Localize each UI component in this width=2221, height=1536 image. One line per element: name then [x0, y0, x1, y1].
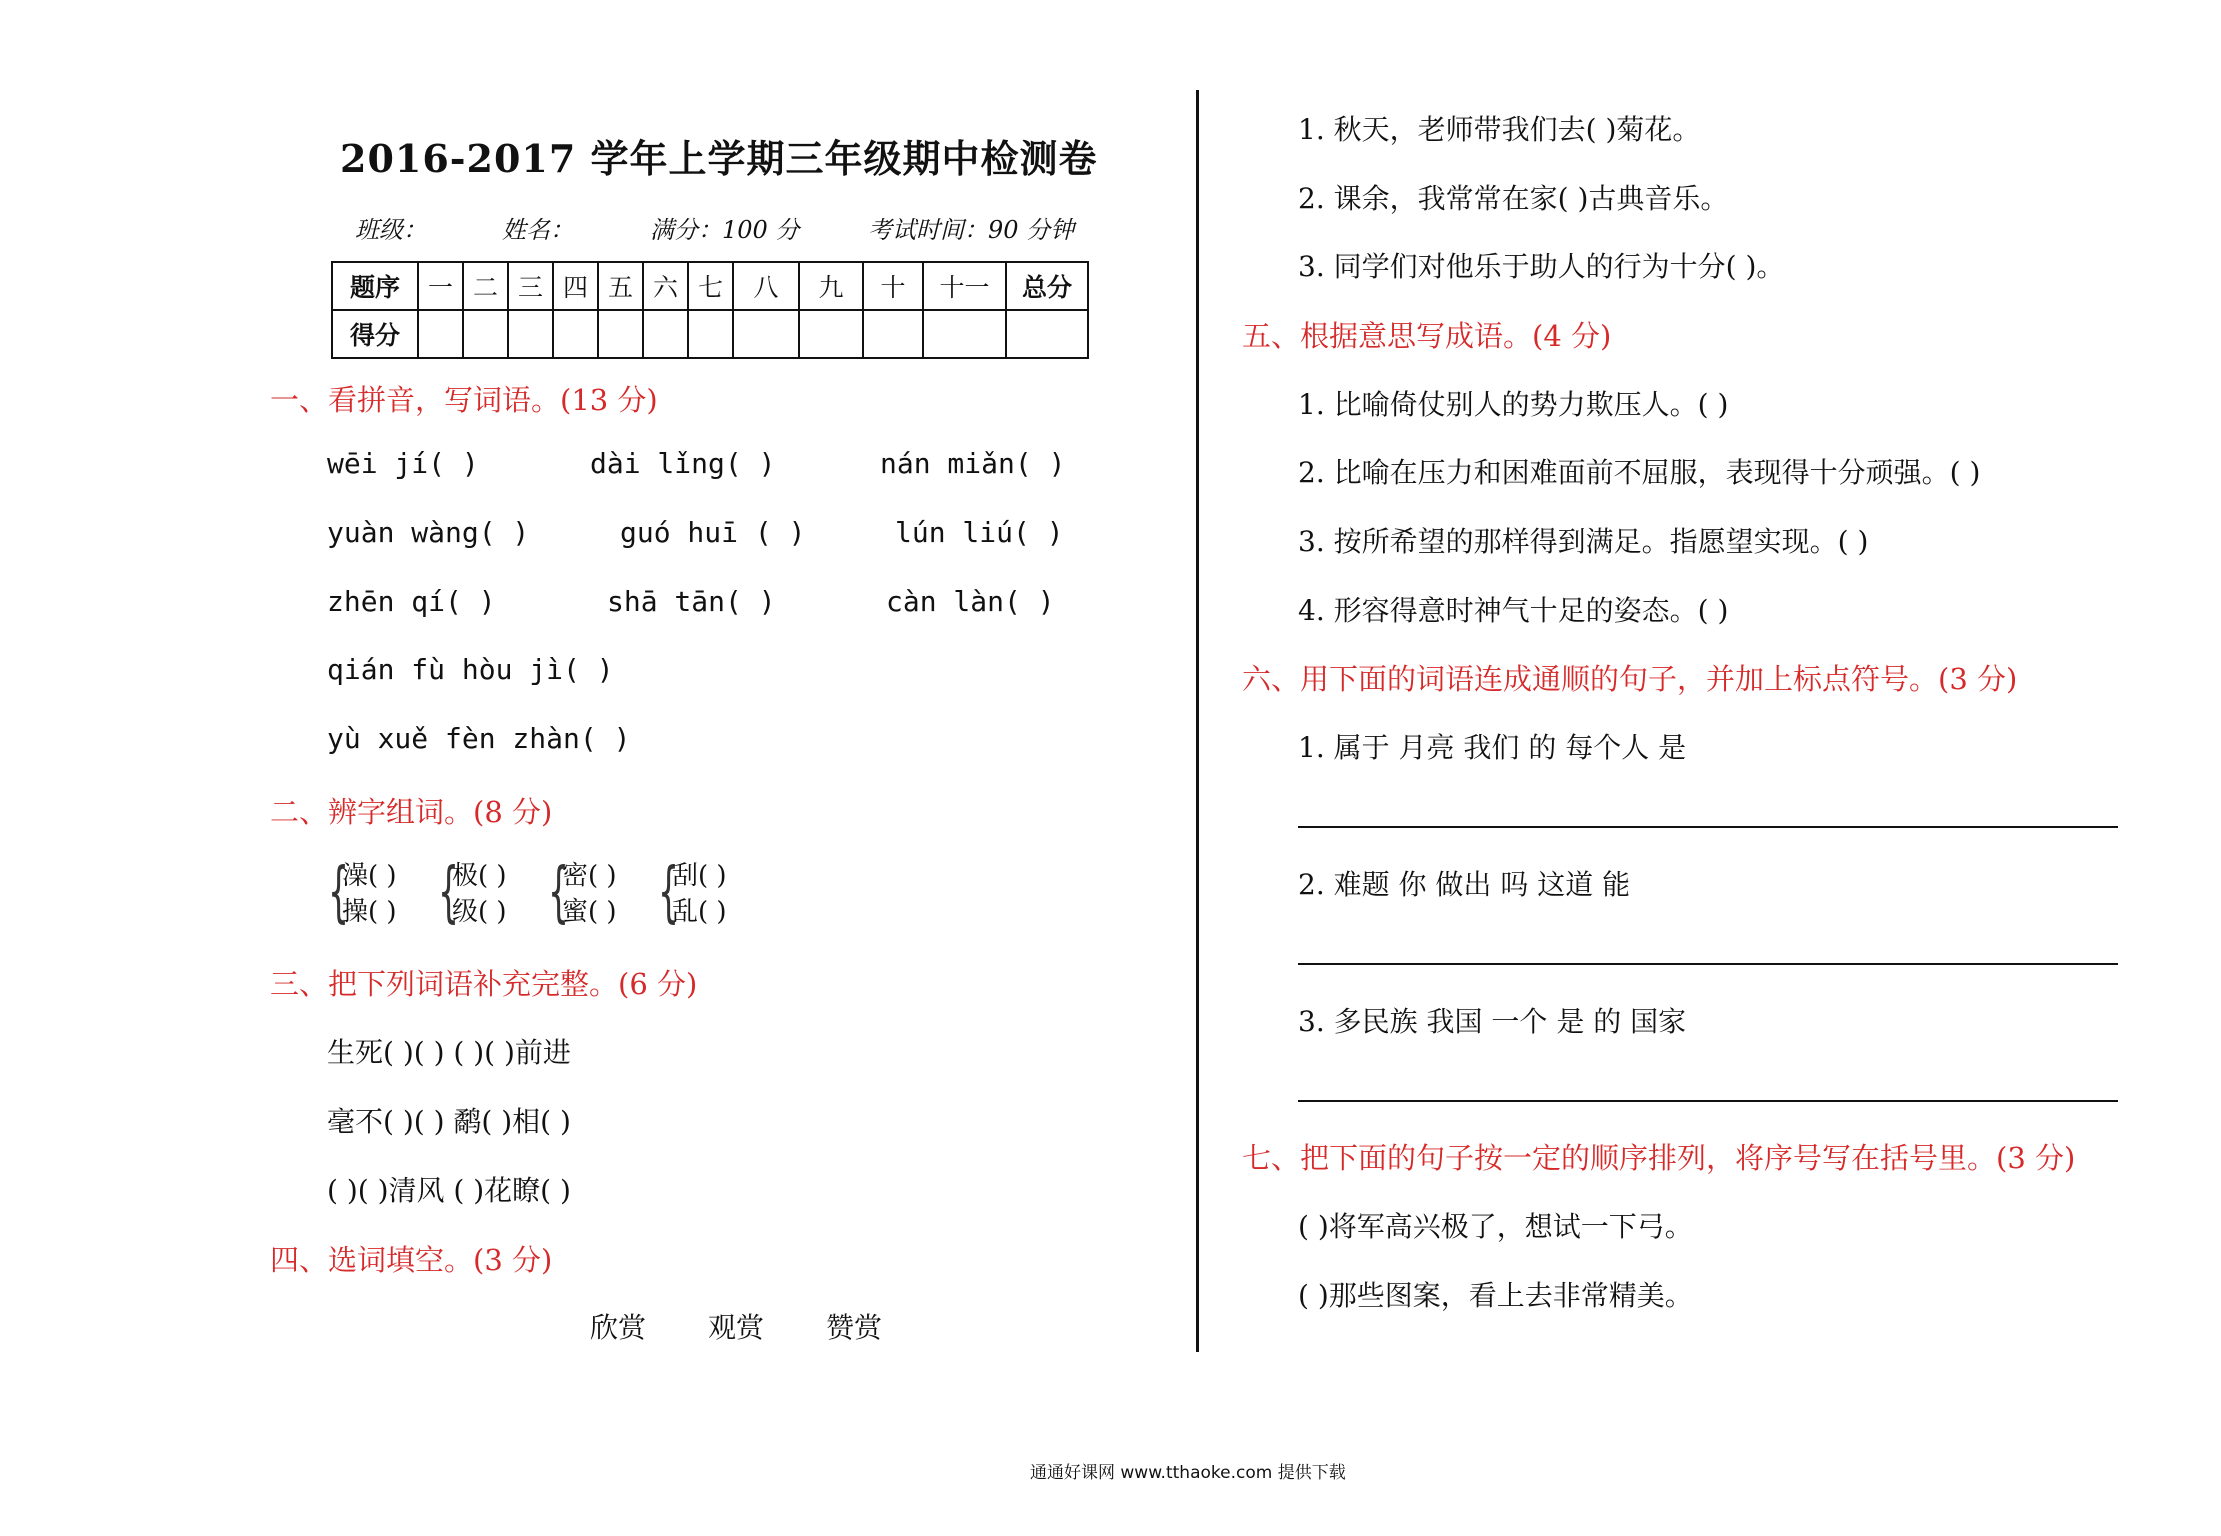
pinyin-item: càn làn( ) [886, 585, 1055, 618]
pinyin-item: yù xuě fèn zhàn( ) [327, 722, 631, 755]
brace-icon: { [328, 853, 349, 930]
brace-icon: { [548, 853, 569, 930]
answer-line[interactable] [1298, 826, 2118, 828]
score-col-11: 十一 [923, 262, 1006, 310]
section-3-heading: 三、把下列词语补充完整。(6 分) [270, 967, 698, 1001]
fill-question-2: 2. 课余，我常常在家( )古典音乐。 [1298, 182, 1729, 215]
brace-icon: { [658, 853, 679, 930]
score-col-2: 二 [463, 262, 508, 310]
score-cell[interactable] [799, 310, 863, 358]
pinyin-item: wēi jí( ) [327, 447, 479, 480]
score-cell[interactable] [863, 310, 923, 358]
score-table-header-row [332, 262, 1088, 310]
answer-line[interactable] [1298, 1100, 2118, 1102]
section-2-heading: 二、辨字组词。(8 分) [270, 795, 553, 829]
pinyin-item: guó huī ( ) [620, 516, 806, 549]
pinyin-item: qián fù hòu jì( ) [327, 653, 614, 686]
pinyin-item: nán miǎn( ) [880, 447, 1066, 480]
score-cell[interactable] [688, 310, 733, 358]
section-5-heading: 五、根据意思写成语。(4 分) [1242, 319, 1612, 353]
choice-word-1: 欣赏 [590, 1311, 647, 1344]
column-divider [1196, 90, 1199, 1352]
score-col-8: 八 [733, 262, 799, 310]
sentence-question-2: 2. 难题 你 做出 吗 这道 能 [1298, 868, 1631, 901]
answer-line[interactable] [1298, 963, 2118, 965]
full-score: 满分：100 分 [650, 216, 800, 244]
section-1-heading: 一、看拼音，写词语。(13 分) [270, 383, 658, 417]
score-table-row2-label: 得分 [332, 310, 418, 358]
score-table [331, 261, 1089, 359]
score-col-10: 十 [863, 262, 923, 310]
idiom-question-1: 1. 比喻倚仗别人的势力欺压人。( ) [1298, 388, 1729, 421]
complete-line-1: 生死( )( ) ( )( )前进 [327, 1036, 571, 1069]
footer-source: 通通好课网 www.tthaoke.com 提供下载 [1030, 1463, 1346, 1483]
order-item-1: ( )将军高兴极了，想试一下弓。 [1298, 1210, 1693, 1243]
pinyin-item: dài lǐng( ) [590, 447, 776, 480]
bianzi-word: 密( ) [562, 861, 617, 891]
section-7-heading: 七、把下面的句子按一定的顺序排列，将序号写在括号里。(3 分) [1242, 1141, 2076, 1175]
bianzi-word: 蜜( ) [562, 897, 617, 927]
score-col-4: 四 [553, 262, 598, 310]
pinyin-item: yuàn wàng( ) [327, 516, 530, 549]
idiom-question-2: 2. 比喻在压力和困难面前不屈服，表现得十分顽强。( ) [1298, 456, 1981, 489]
complete-line-2: 毫不( )( ) 鹬( )相( ) [327, 1105, 571, 1138]
page-title: 2016-2017 学年上学期三年级期中检测卷 [340, 136, 1098, 181]
sentence-question-1: 1. 属于 月亮 我们 的 每个人 是 [1298, 731, 1687, 764]
score-col-5: 五 [598, 262, 643, 310]
score-col-7: 七 [688, 262, 733, 310]
exam-time: 考试时间：90 分钟 [868, 216, 1075, 244]
bianzi-word: 乱( ) [672, 897, 727, 927]
score-cell[interactable] [923, 310, 1006, 358]
name-label: 姓名： [502, 216, 574, 244]
section-6-heading: 六、用下面的词语连成通顺的句子，并加上标点符号。(3 分) [1242, 662, 2018, 696]
idiom-question-3: 3. 按所希望的那样得到满足。指愿望实现。( ) [1298, 525, 1869, 558]
score-cell[interactable] [733, 310, 799, 358]
fill-question-1: 1. 秋天，老师带我们去( )菊花。 [1298, 113, 1701, 146]
score-col-1: 一 [418, 262, 463, 310]
order-item-2: ( )那些图案，看上去非常精美。 [1298, 1279, 1693, 1312]
pinyin-item: lún liú( ) [895, 516, 1064, 549]
score-cell[interactable] [418, 310, 463, 358]
idiom-question-4: 4. 形容得意时神气十足的姿态。( ) [1298, 594, 1729, 627]
score-col-6: 六 [643, 262, 688, 310]
score-col-3: 三 [508, 262, 553, 310]
score-cell[interactable] [598, 310, 643, 358]
bianzi-word: 极( ) [452, 861, 507, 891]
score-cell[interactable] [1006, 310, 1088, 358]
score-col-total: 总分 [1006, 262, 1088, 310]
fill-question-3: 3. 同学们对他乐于助人的行为十分( )。 [1298, 250, 1785, 283]
choice-word-2: 观赏 [708, 1311, 765, 1344]
bianzi-word: 操( ) [342, 897, 397, 927]
score-cell[interactable] [643, 310, 688, 358]
complete-line-3: ( )( )清风 ( )花瞭( ) [327, 1174, 571, 1207]
score-col-9: 九 [799, 262, 863, 310]
pinyin-item: zhēn qí( ) [327, 585, 496, 618]
score-table-row1-label: 题序 [332, 262, 418, 310]
bianzi-word: 级( ) [452, 897, 507, 927]
score-table-score-row [332, 310, 1088, 358]
score-cell[interactable] [463, 310, 508, 358]
choice-word-3: 赞赏 [826, 1311, 883, 1344]
score-cell[interactable] [508, 310, 553, 358]
pinyin-item: shā tān( ) [607, 585, 776, 618]
class-label: 班级： [355, 216, 427, 244]
brace-icon: { [438, 853, 459, 930]
bianzi-word: 刮( ) [672, 861, 727, 891]
section-4-heading: 四、选词填空。(3 分) [270, 1243, 553, 1277]
bianzi-word: 澡( ) [342, 861, 397, 891]
score-cell[interactable] [553, 310, 598, 358]
sentence-question-3: 3. 多民族 我国 一个 是 的 国家 [1298, 1005, 1687, 1038]
